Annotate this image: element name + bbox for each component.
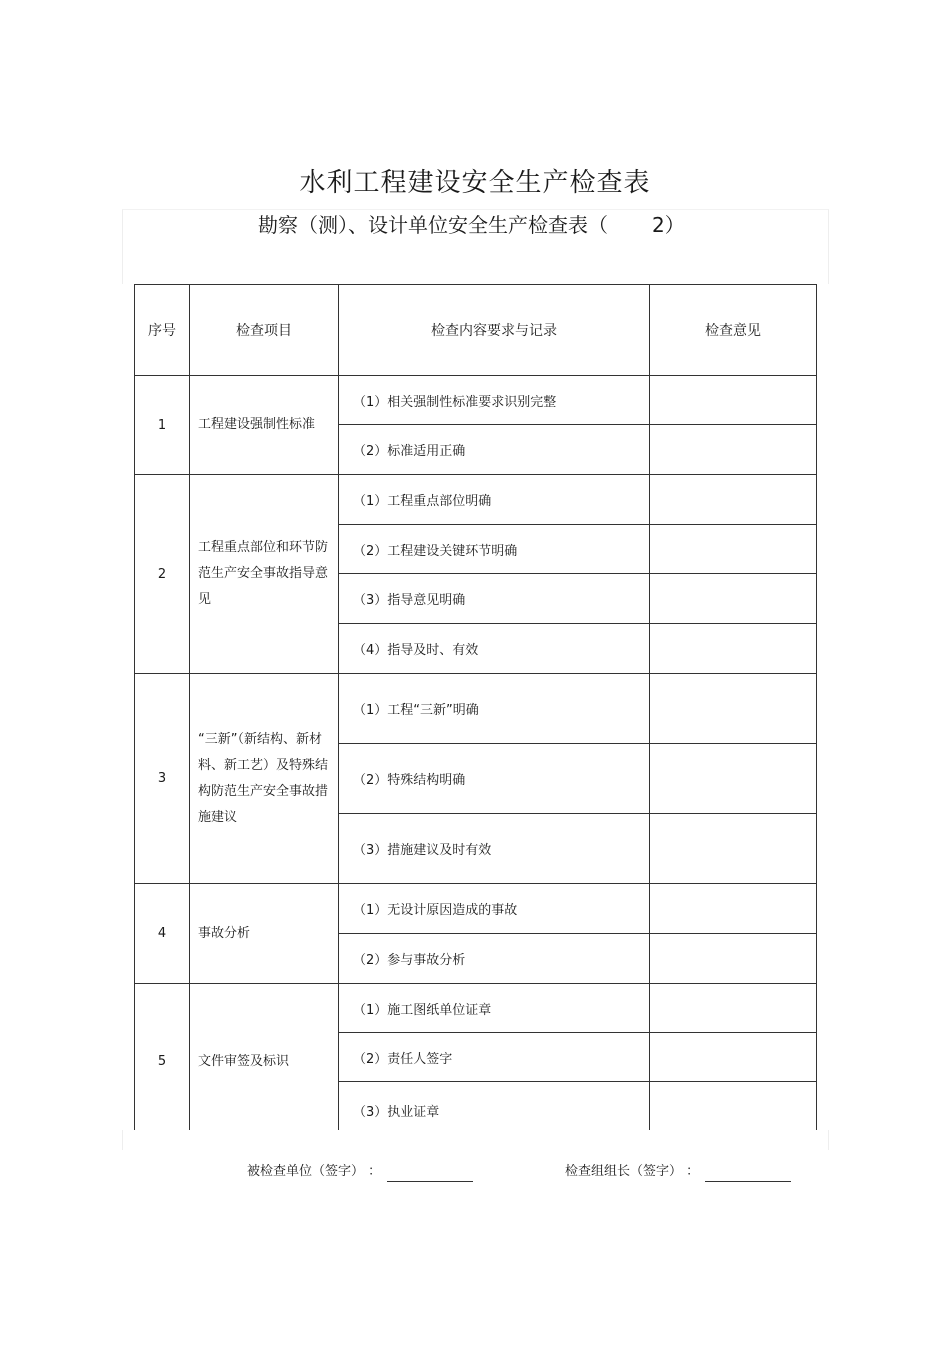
opinion-cell[interactable]: [650, 525, 817, 574]
requirement-cell: （1）工程重点部位明确: [339, 475, 650, 525]
header-item: 检查项目: [190, 285, 339, 376]
row-number: 2: [135, 475, 190, 674]
opinion-cell[interactable]: [650, 624, 817, 674]
inspected-unit-signature: [247, 1162, 473, 1182]
header-opinion: 检查意见: [650, 285, 817, 376]
subtitle: [258, 210, 685, 240]
requirement-cell: （3）指导意见明确: [339, 574, 650, 624]
requirement-cell: （2）标准适用正确: [339, 425, 650, 475]
requirement-cell: （2）特殊结构明确: [339, 744, 650, 814]
requirement-cell: （4）指导及时、有效: [339, 624, 650, 674]
table-row: [135, 674, 817, 744]
check-item: 工程重点部位和环节防范生产安全事故指导意见: [190, 475, 339, 674]
table-row: [135, 984, 817, 1033]
check-item: 工程建设强制性标准: [190, 376, 339, 475]
opinion-cell[interactable]: [650, 425, 817, 475]
opinion-cell[interactable]: [650, 1033, 817, 1082]
check-item: 事故分析: [190, 884, 339, 984]
requirement-cell: （2）参与事故分析: [339, 934, 650, 984]
group-leader-label: 检查组组长（签字） ：: [565, 1164, 700, 1179]
opinion-cell[interactable]: [650, 376, 817, 425]
row-number: 5: [135, 984, 190, 1140]
inspection-table: [134, 284, 817, 1140]
opinion-cell[interactable]: [650, 744, 817, 814]
header-no: 序号: [135, 285, 190, 376]
check-item: 文件审签及标识: [190, 984, 339, 1140]
requirement-cell: （1）相关强制性标准要求识别完整: [339, 376, 650, 425]
requirement-cell: （1）无设计原因造成的事故: [339, 884, 650, 934]
table-header-row: [135, 285, 817, 376]
row-number: 1: [135, 376, 190, 475]
opinion-cell[interactable]: [650, 814, 817, 884]
requirement-cell: （1）工程“三新”明确: [339, 674, 650, 744]
requirement-cell: （2）工程建设关键环节明确: [339, 525, 650, 574]
table-row: [135, 884, 817, 934]
opinion-cell[interactable]: [650, 674, 817, 744]
opinion-cell[interactable]: [650, 934, 817, 984]
row-number: 4: [135, 884, 190, 984]
requirement-cell: （3）执业证章: [339, 1082, 650, 1140]
requirement-cell: （1）施工图纸单位证章: [339, 984, 650, 1033]
check-item: “三新”（新结构、新材料、新工艺）及特殊结构防范生产安全事故措施建议: [190, 674, 339, 884]
table-row: [135, 475, 817, 525]
inspected-unit-signature-line[interactable]: [387, 1166, 473, 1182]
requirement-cell: （2）责任人签字: [339, 1033, 650, 1082]
row-number: 3: [135, 674, 190, 884]
page-title: 水利工程建设安全生产检查表: [299, 168, 651, 198]
opinion-cell[interactable]: [650, 884, 817, 934]
group-leader-signature: [565, 1162, 791, 1182]
requirement-cell: （3）措施建议及时有效: [339, 814, 650, 884]
header-requirement: 检查内容要求与记录: [339, 285, 650, 376]
group-leader-signature-line[interactable]: [705, 1166, 791, 1182]
opinion-cell[interactable]: [650, 984, 817, 1033]
inspected-unit-label: 被检查单位（签字） ：: [247, 1164, 382, 1179]
page-cut-frame: [122, 1130, 829, 1150]
opinion-cell[interactable]: [650, 574, 817, 624]
subtitle-number: 2）: [652, 213, 685, 237]
subtitle-text: 勘察（测）、设计单位安全生产检查表（: [258, 213, 608, 237]
table-row: [135, 376, 817, 425]
opinion-cell[interactable]: [650, 475, 817, 525]
